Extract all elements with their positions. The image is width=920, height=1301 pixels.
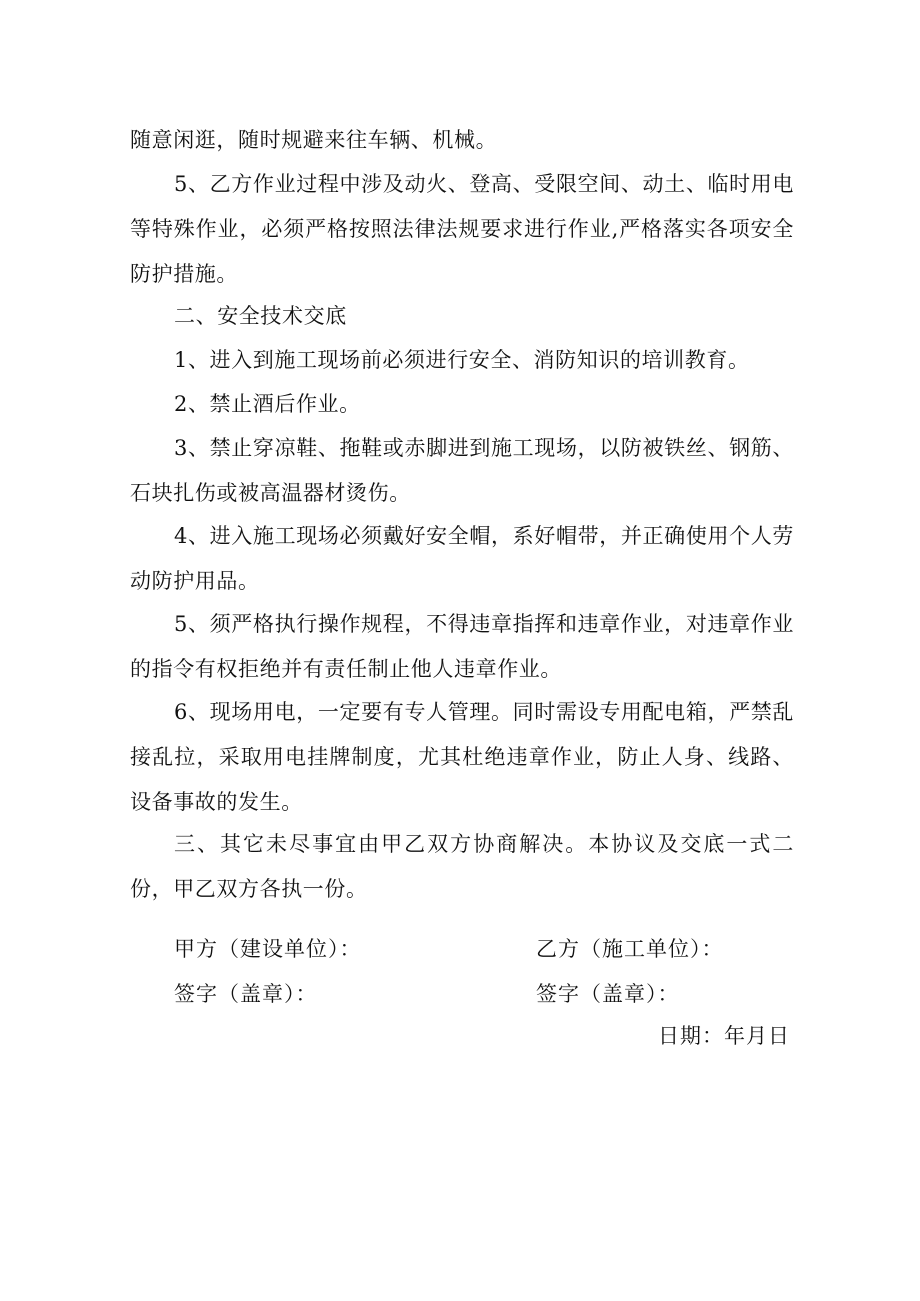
- briefing-item-6: 6、现场用电，一定要有专人管理。同时需设专用配电箱，严禁乱接乱拉，采取用电挂牌制度，尤其杜绝违章作业，防止人身、线路、设备事故的发生。: [130, 700, 794, 814]
- briefing-item-2: 2、禁止酒后作业。: [174, 392, 361, 416]
- briefing-item-4: 4、进入施工现场必须戴好安全帽，系好帽带，并正确使用个人劳动防护用品。: [130, 524, 794, 593]
- party-a-signature-label: 签字（盖章）：: [174, 982, 318, 1006]
- party-a-label: 甲方（建设单位）：: [174, 937, 362, 961]
- section-3-other-matters: 三、其它未尽事宜由甲乙双方协商解决。本协议及交底一式二份，甲乙双方各执一份。: [130, 832, 794, 901]
- paragraph-item-5-special-work: 5、乙方作业过程中涉及动火、登高、受限空间、动土、临时用电等特殊作业，必须严格按照法律法规要求进行作业,严格落实各项安全防护措施。: [130, 172, 794, 286]
- section-heading-safety-briefing: 二、安全技术交底: [174, 304, 347, 328]
- briefing-item-1: 1、进入到施工现场前必须进行安全、消防知识的培训教育。: [174, 348, 750, 372]
- paragraph-continuation: 随意闲逛，随时规避来往车辆、机械。: [130, 128, 498, 152]
- date-label: 日期：年月日: [658, 1024, 790, 1048]
- party-b-label: 乙方（施工单位）：: [536, 937, 724, 961]
- briefing-item-5: 5、须严格执行操作规程，不得违章指挥和违章作业，对违章作业的指令有权拒绝并有责任制止他人违章作业。: [130, 612, 794, 681]
- party-b-signature-label: 签字（盖章）：: [536, 982, 680, 1006]
- briefing-item-3: 3、禁止穿凉鞋、拖鞋或赤脚进到施工现场，以防被铁丝、钢筋、石块扎伤或被高温器材烫伤。: [130, 436, 794, 505]
